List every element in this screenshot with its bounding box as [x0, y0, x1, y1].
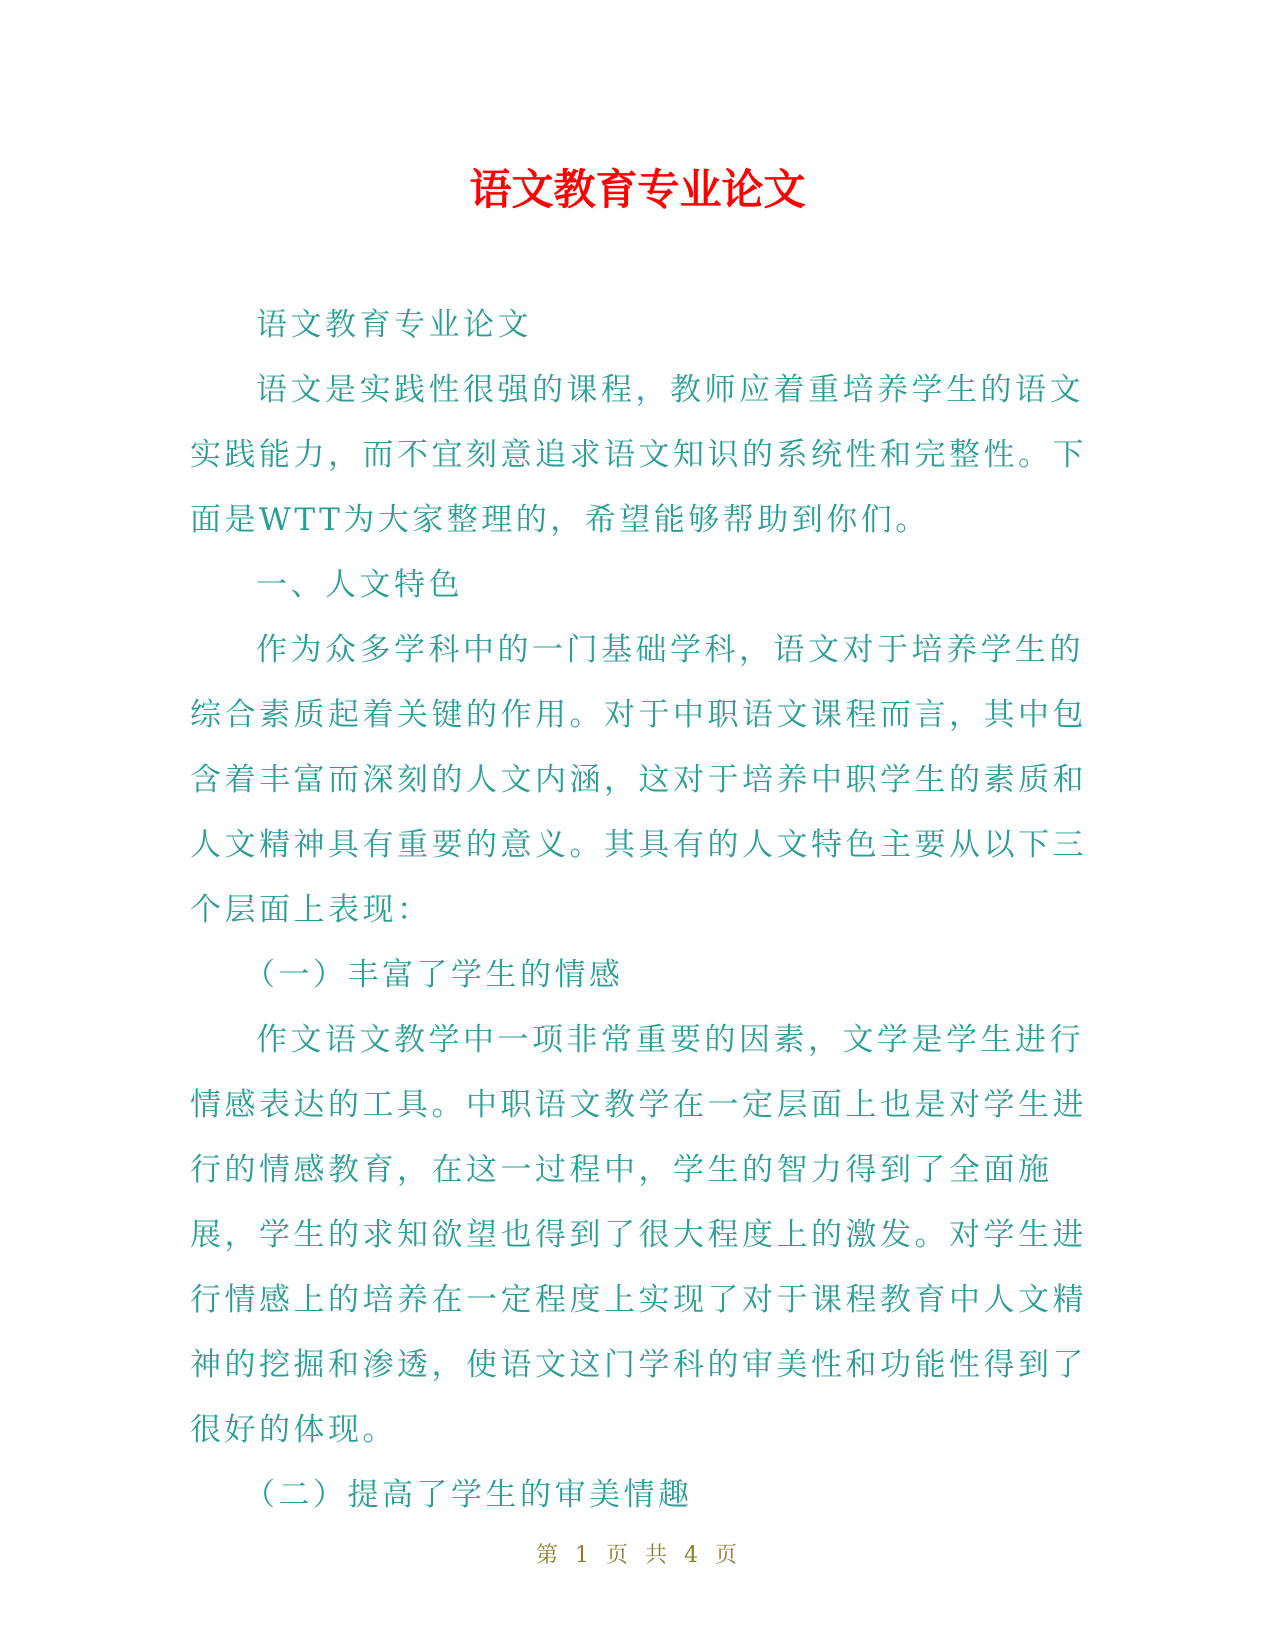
- paragraph-subsection-1: 作文语文教学中一项非常重要的因素，文学是学生进行情感表达的工具。中职语文教学在一定层面上也是对学生进行的情感教育，在这一过程中，学生的智力得到了全面施展，学生的求知欲望也得到了很大程度上的激发。对学生进行情感上的培养在一定程度上实现了对于课程教育中人文精神的挖掘和渗透，使语文这门学科的审美性和功能性得到了很好的体现。: [190, 1022, 1087, 1448]
- section-heading-1: 一、人文特色: [256, 567, 463, 603]
- paragraph-intro: 语文是实践性很强的课程，教师应着重培养学生的语文实践能力，而不宜刻意追求语文知识的系统性和完整性。下面是WTT为大家整理的，希望能够帮助到你们。: [190, 372, 1087, 538]
- paragraph-section-1: 作为众多学科中的一门基础学科，语文对于培养学生的综合素质起着关键的作用。对于中职语文课程而言，其中包含着丰富而深刻的人文内涵，这对于培养中职学生的素质和人文精神具有重要的意义。其具有的人文特色主要从以下三个层面上表现：: [190, 632, 1087, 928]
- document-title: 语文教育专业论文: [469, 165, 806, 214]
- subsection-heading-2: （二）提高了学生的审美情趣: [244, 1477, 693, 1513]
- paragraph-subtitle: 语文教育专业论文: [256, 307, 532, 343]
- document-body: [190, 293, 1090, 1528]
- page-footer: 第 1 页 共 4 页: [536, 1543, 739, 1568]
- subsection-heading-1: （一）丰富了学生的情感: [244, 957, 624, 993]
